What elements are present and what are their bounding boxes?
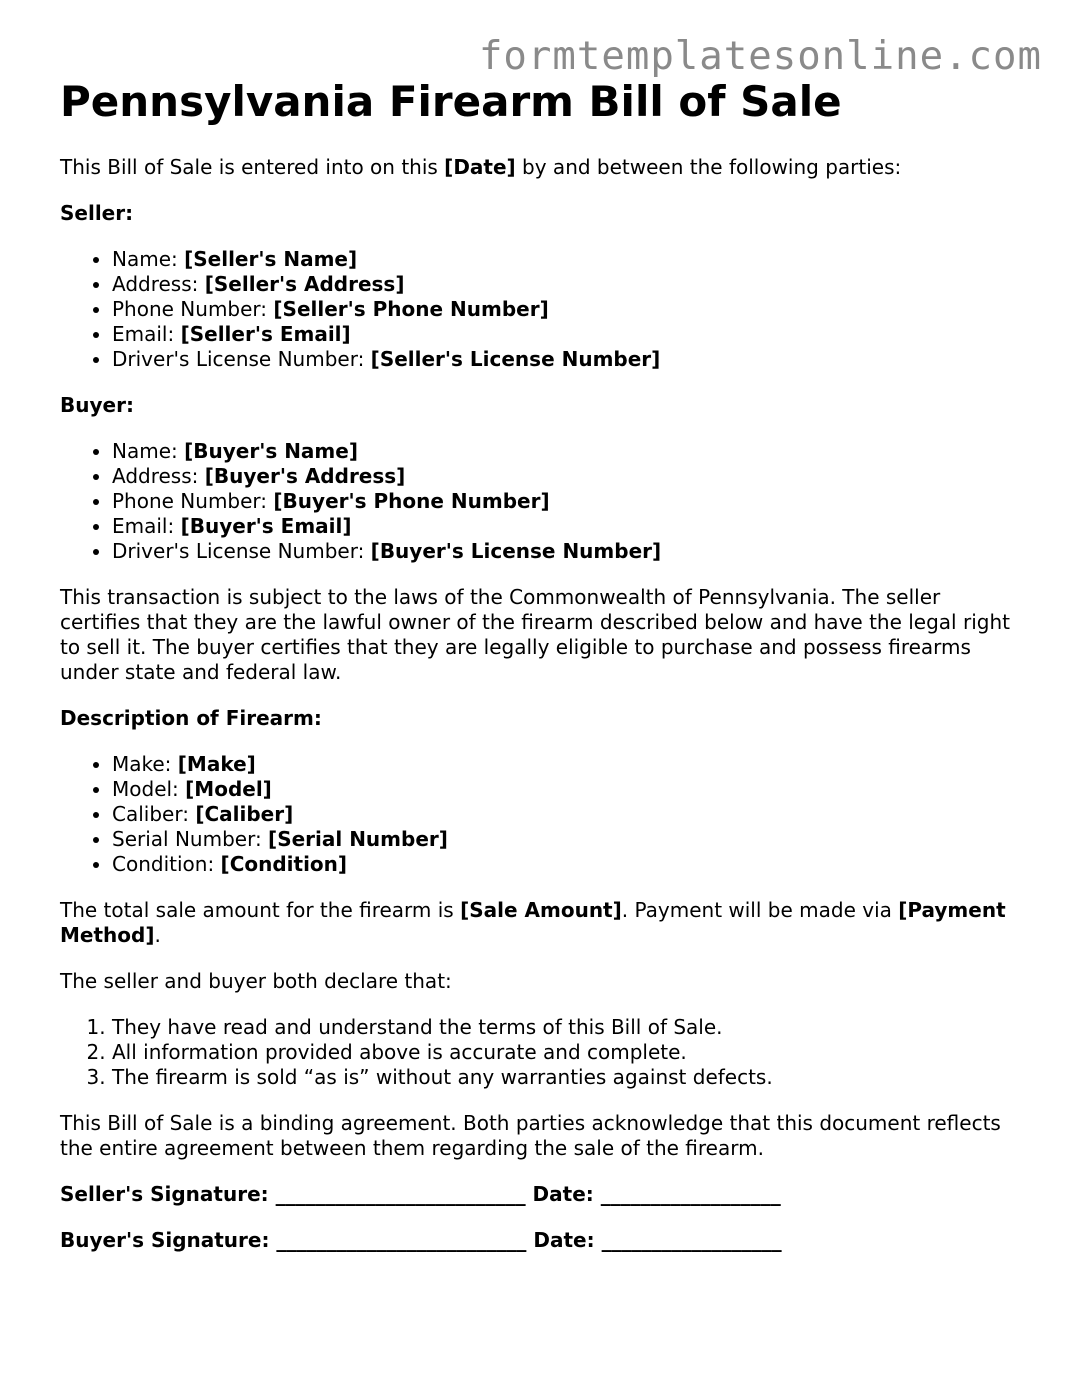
binding-paragraph: This Bill of Sale is a binding agreement. Both parties acknowledge that this document reflects the entire agreement between them regarding the sale of the firearm.: [60, 1111, 1001, 1160]
seller-signature-line: Seller's Signature: _________________________ Date: __________________: [60, 1182, 781, 1206]
list-item: [112, 347, 1020, 372]
seller-list: [60, 247, 1020, 372]
field-placeholder: [Buyer's Email]: [180, 514, 352, 538]
list-item: [112, 272, 1020, 297]
field-placeholder: [Buyer's Address]: [204, 464, 406, 488]
field-label: Email:: [112, 514, 181, 538]
page-title: Pennsylvania Firearm Bill of Sale: [60, 77, 842, 126]
intro-suffix: by and between the following parties:: [515, 155, 902, 179]
sale-paragraph: [60, 898, 1020, 948]
field-placeholder: [Seller's Email]: [180, 322, 351, 346]
list-item: [112, 802, 1020, 827]
intro-paragraph: [60, 155, 1020, 180]
list-item: 3. The firearm is sold “as is” without any warranties against defects.: [112, 1065, 1020, 1090]
field-label: Name:: [112, 439, 185, 463]
field-placeholder: [Seller's License Number]: [370, 347, 661, 371]
list-item: [112, 297, 1020, 322]
list-item: [112, 777, 1020, 802]
date-placeholder: [Date]: [444, 155, 516, 179]
list-item: [112, 464, 1020, 489]
buyer-heading: Buyer:: [60, 393, 134, 417]
field-label: Phone Number:: [112, 297, 274, 321]
sale-suffix: .: [154, 923, 161, 947]
field-label: Email:: [112, 322, 181, 346]
field-placeholder: [Condition]: [220, 852, 348, 876]
sale-amount-placeholder: [Sale Amount]: [460, 898, 622, 922]
field-label: Serial Number:: [112, 827, 269, 851]
list-item: [112, 489, 1020, 514]
seller-heading: Seller:: [60, 201, 134, 225]
field-placeholder: [Buyer's License Number]: [370, 539, 662, 563]
list-item: [112, 752, 1020, 777]
field-label: Make:: [112, 752, 178, 776]
list-item: [112, 322, 1020, 347]
declaration-list: [60, 1015, 1020, 1090]
field-placeholder: [Model]: [185, 777, 272, 801]
list-item: [112, 852, 1020, 877]
list-item: [112, 514, 1020, 539]
declaration-intro: The seller and buyer both declare that:: [60, 969, 452, 993]
intro-prefix: This Bill of Sale is entered into on this: [60, 155, 445, 179]
field-placeholder: [Seller's Phone Number]: [273, 297, 549, 321]
field-placeholder: [Make]: [177, 752, 256, 776]
list-item: [112, 827, 1020, 852]
list-item: [112, 439, 1020, 464]
field-label: Model:: [112, 777, 186, 801]
firearm-list: [60, 752, 1020, 877]
field-placeholder: [Buyer's Phone Number]: [273, 489, 550, 513]
field-label: Driver's License Number:: [112, 539, 371, 563]
document-body: [60, 155, 1020, 1274]
field-placeholder: [Buyer's Name]: [184, 439, 358, 463]
buyer-list: [60, 439, 1020, 564]
firearm-heading: Description of Firearm:: [60, 706, 322, 730]
list-item: 2. All information provided above is accurate and complete.: [112, 1040, 1020, 1065]
field-label: Name:: [112, 247, 185, 271]
field-label: Address:: [112, 464, 205, 488]
payment-method-placeholder: [Payment Method]: [60, 898, 1006, 947]
buyer-signature-line: Buyer's Signature: _________________________ Date: __________________: [60, 1228, 782, 1252]
list-item: 1. They have read and understand the terms of this Bill of Sale.: [112, 1015, 1020, 1040]
field-placeholder: [Caliber]: [195, 802, 294, 826]
transaction-paragraph: This transaction is subject to the laws of the Commonwealth of Pennsylvania. The seller certifies that they are the lawful owner of the firearm described below and have the legal right to sell it. The buyer certifies that they are legally eligible to purchase and possess firearms under state and federal law.: [60, 585, 1010, 684]
field-label: Phone Number:: [112, 489, 274, 513]
sale-middle: . Payment will be made via: [621, 898, 899, 922]
field-label: Driver's License Number:: [112, 347, 371, 371]
field-placeholder: [Seller's Name]: [184, 247, 358, 271]
sale-prefix: The total sale amount for the firearm is: [60, 898, 461, 922]
field-label: Caliber:: [112, 802, 196, 826]
list-item: [112, 247, 1020, 272]
field-label: Address:: [112, 272, 205, 296]
field-placeholder: [Seller's Address]: [204, 272, 405, 296]
watermark: formtemplatesonline.com: [478, 34, 1042, 79]
list-item: [112, 539, 1020, 564]
field-placeholder: [Serial Number]: [268, 827, 448, 851]
field-label: Condition:: [112, 852, 221, 876]
